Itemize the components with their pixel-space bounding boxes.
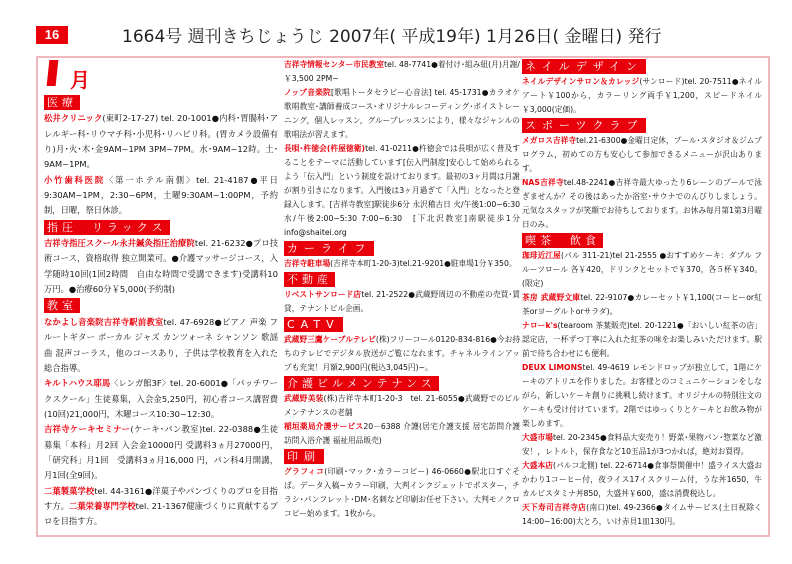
month-title	[44, 58, 278, 94]
listing-name: ネイルデザインサロン＆カレッジ	[522, 77, 640, 86]
category-kaigo: 介護ビルメンテナンス	[284, 376, 439, 391]
listing-text: (吉祥寺本町1-20-3)tel.21-9201●駐車場1分￥350。	[330, 259, 517, 268]
listing	[522, 75, 762, 117]
listing-name: 二葉栄養専門学校	[69, 500, 136, 511]
listing	[284, 257, 520, 271]
listing-name: 天下寿司吉祥寺店	[522, 503, 587, 512]
month-numeral-graphic	[47, 60, 59, 86]
listing-name: 大盛本店	[522, 461, 553, 470]
listing-text: tel. 44-3161●洋菓子やパンづくりのプロを目指す方。	[44, 485, 278, 511]
listing-name: ノップ音楽院	[284, 88, 331, 97]
listing-text: tel. 49-4619 レモンドロップが独立して，1階にケーキのアトリエを作りました。お客様とのコミュニケーションをしながら，新しいケーキ創りに挑戦し続けます。オリジナルの特別注文のケーキも受け付けています。2階ではゆっくりとケーキとお飲み物が楽しめます。	[522, 363, 762, 428]
listing-text: 〈第一ホテル南側〉tel. 21-4187●平日9:30AM~1PM，2:30~6PM，土曜9:30AM~1:00PM，予約制，日曜，祭日休診。	[44, 174, 278, 216]
listing-text: (サンロード)tel. 20-7511●ネイルアート￥100から，カラーリング両手￥1,200，スピードネイル￥3,000(定価)。	[522, 77, 762, 114]
listing-name: DEUX LIMONS	[522, 363, 583, 372]
listing-name: 武蔵野美装	[284, 394, 324, 403]
listing-text: (南口)tel. 49-2366●タイムサービス(土日祝除く14:00~16:00)大とろ，いけ赤貝1皿130円。	[522, 503, 762, 526]
listing-name: NAS吉祥寺	[522, 178, 564, 187]
column-2	[284, 58, 520, 521]
category-iryo: 医療	[44, 95, 80, 110]
listing	[522, 459, 762, 501]
listing-name: 二葉製菓学校	[44, 485, 95, 496]
listing	[284, 465, 520, 521]
listing	[522, 319, 762, 361]
listing	[284, 288, 520, 316]
listing-name: グラフィコ	[284, 467, 325, 476]
listing-text: tel. 22-9107●カレーセット￥1,100(コーヒーor紅茶orヨーグルトorサラダ)。	[522, 293, 762, 316]
listing-name: メガロス吉祥寺	[522, 136, 577, 145]
listing	[522, 291, 762, 319]
column-1	[44, 58, 278, 530]
listing	[284, 333, 520, 375]
listing-name: 吉祥寺駐車場	[284, 259, 331, 268]
listing-text: tel. 21-2522●武蔵野周辺の不動産の売買･賃貸，テナントビル企画。	[284, 290, 520, 313]
listing	[522, 249, 762, 291]
listing	[44, 173, 278, 219]
category-carlife: カーライフ	[284, 241, 374, 256]
listing-text: 20－6388 介護(居宅介護支援 居宅訪問介護 訪問入浴介護 福祉用品販売)	[284, 422, 520, 445]
category-catv: CATV	[284, 317, 343, 332]
listing-name: 大盛市場	[522, 433, 554, 442]
listing-name: 稲垣薬局介護サービス	[284, 422, 364, 431]
listing	[44, 376, 278, 422]
listing-name: ナローk's	[522, 321, 558, 330]
listing-text: tel. 21-1367健康づくりに貢献するプロを目指す方。	[44, 500, 278, 527]
listing-name: 長唄･杵徳会(杵屋徳衛)	[284, 144, 366, 153]
listing-text: (東町2-17-27) tel. 20-1001●内科･胃腸科･アレルギー科･リウマチ科･小児科･リハビリ科。(胃カメラ設備有り)月･火･木･金9AM~1PM 3PM~7PM。水･9AM~12時。土･9AM~1PM。	[44, 113, 278, 170]
listing-text: [歌唱トータセラピー心音法] tel. 45-1731●カラオケ歌唱教室･講師養成コース･オリジナルレコーディング･ボイストレーニング，個人レッスン，グループレッスンにより，様々なジャンルの歌唱法が習えます。	[284, 88, 520, 139]
listing	[284, 392, 520, 420]
listing-text: (ケーキ･パン教室)tel. 22-0388●生徒募集「本科」月2回 入会金10000円 受講料3ヵ月27000円，「研究科」月1回 受講料3ヵ月16,000 円，パン科4月開講，月1回(全9回)。	[44, 424, 278, 481]
listing-name: リベストサンロード店	[284, 290, 362, 299]
listing-name: 吉祥寺ケーキセミナー	[44, 424, 131, 435]
masthead: 1664号 週刊きちじょうじ 2007年( 平成19年) 1月26日( 金曜日) 発行	[122, 27, 662, 47]
column-3	[522, 58, 762, 529]
listing	[44, 422, 278, 483]
listing-text: (株)吉祥寺本町1-20-3 tel. 21-6055●武蔵野でのビルメンテナンスの老舗	[284, 394, 520, 417]
listing-text: tel. 20-2345●食料品大安売り！野菜･果物パン･惣菜など激安！，レトルト，保存食など10玉品1が3つかれば，絶対お買得。	[522, 433, 762, 456]
page-number-badge: 16	[36, 26, 68, 44]
category-kyoshitsu: 教室	[44, 298, 80, 313]
category-nail: ネイルデザイン	[522, 59, 646, 74]
listing-text: 〈レンガ館3F〉tel. 20-6001●「パッチワークスクール」生徒募集，入会金5,250円，初心者コース講習費(10回)21,000円，木曜コース10:30~12:30。	[44, 378, 278, 419]
listing	[44, 111, 278, 172]
listing-name: なかよし音楽院吉祥寺駅前教室	[44, 316, 164, 327]
listing-name: 珈琲近江屋	[522, 251, 561, 260]
listing-text: tel. 48-7741●着付け･組み紐(月)月謝/￥3,500 2PM~	[284, 60, 520, 83]
listing	[522, 134, 762, 176]
listing	[44, 315, 278, 376]
listing	[44, 484, 278, 530]
category-kissa: 喫茶 飲食	[522, 233, 603, 248]
listing	[284, 142, 520, 240]
listing	[44, 236, 278, 297]
category-fudosan: 不動産	[284, 272, 335, 287]
category-sports: スポーツクラブ	[522, 118, 646, 133]
listing-text: (パルコ北側) tel. 22-6714●食事祭開催中！盛ライス大盛おかわり1コーヒー付，夜ライス17イスクリーム付，うな丼1650，牛カルビスタミナ丼850，大盛丼￥600，盛は消費税込し。	[522, 461, 762, 498]
listing	[284, 58, 520, 86]
listing-name: 松井クリニック	[44, 113, 103, 124]
listing-text: (tearoom 茶葉販売)tel. 20-1221●「おいしい紅茶の店」認定店，一杯ずつ丁寧に入れた紅茶の味をお楽しみいただけます。駅前で待ち合わせにも便利。	[522, 321, 762, 358]
listing	[522, 431, 762, 459]
listing-name: 吉祥寺情報センター市民教室	[284, 60, 385, 69]
listing-name: キルトハウス耶馬	[44, 378, 111, 389]
listing-name: 吉祥寺指圧スクール永井鍼灸指圧治療院	[44, 238, 195, 249]
listing	[522, 361, 762, 431]
listing-text: tel.21-6300●金曜日定休，プール･スタジオ＆ジムプログラム，初めての方も安心して参加できるメニューが沢山あります。	[522, 136, 762, 173]
listing-text: tel. 41-0211●杵徳会では長唄が広く普及することをテーマに活動しています[伝入門制度]安心して始められるよう「伝入門」という制度を設けております。最初の3ヶ月間は月謝が割り引きになります。入門後は3ヶ月過ぎて「入門」となったと登録入します。[吉祥寺教室]駅徒歩6分 永沢稽古日 火/午後1:00~6:30 水/午後2:00~5:30 7:00~6:30 [下北沢教室]南駅徒歩1分 info@shaitei.org	[284, 144, 520, 237]
month-unit: 月	[70, 68, 90, 92]
listing-text: (パル 311-21)tel 21-2555 ●おすすめケーキ：ダブル フルーツロール 各￥420，ドリンクとセットで￥370，各５杯￥340。(限定)	[522, 251, 762, 288]
category-shiatsu: 指圧 リラックス	[44, 220, 170, 235]
listing-name: 茶房 武蔵野文庫	[522, 293, 581, 302]
listing	[284, 420, 520, 448]
listing-name: 小竹歯科医院	[44, 174, 105, 185]
listing	[522, 176, 762, 232]
listing-text: tel. 21-6232●プロ技術コース，資格取得 独立開業可。●介護マッサージコース，入学随時10回(1回2時間 自由な時間で受講できます)受講料10万円。●治療60分￥5,000(予約制)	[44, 238, 278, 295]
listing-text: tel. 47-6928●ピアノ 声楽 フルートギター ボーカル ジャズ カンツォーネ シャンソン 歌謡曲 混声コーラス，他のコースあり，子供は学校教育を入れた総合指導。	[44, 316, 278, 373]
listing-text: (印刷･マック･カラーコピー) 46-0660●駅北口すぐそば。データ入稿~カラー印刷，大判インクジェットでポスター，チラシ･パンフレット･DM･名刺など印刷お任せ下さい。大判モノクロコピー始めます。1枚から。	[284, 467, 521, 518]
listing-text: tel.48-2241●吉祥寺最大ゆったり6レーンのプールで泳ぎませんか？その後はあったか浴室･サウナでのんびりしましょう。元気なスタッフが笑顔でお待ちしております。お休み毎月第1第3月曜日のみ。	[522, 178, 762, 229]
listing	[522, 501, 762, 529]
listing	[284, 86, 520, 142]
listing-name: 武蔵野三鷹ケーブルテレビ	[284, 335, 376, 344]
category-insatsu: 印刷	[284, 449, 324, 464]
listing-text: (株)フリーコール0120-834-816●今お持ちのテレビでデジタル放送がご覧になれます。チャネルラインアップも充実！月額2,900円(税込3,045円)~。	[284, 335, 521, 372]
